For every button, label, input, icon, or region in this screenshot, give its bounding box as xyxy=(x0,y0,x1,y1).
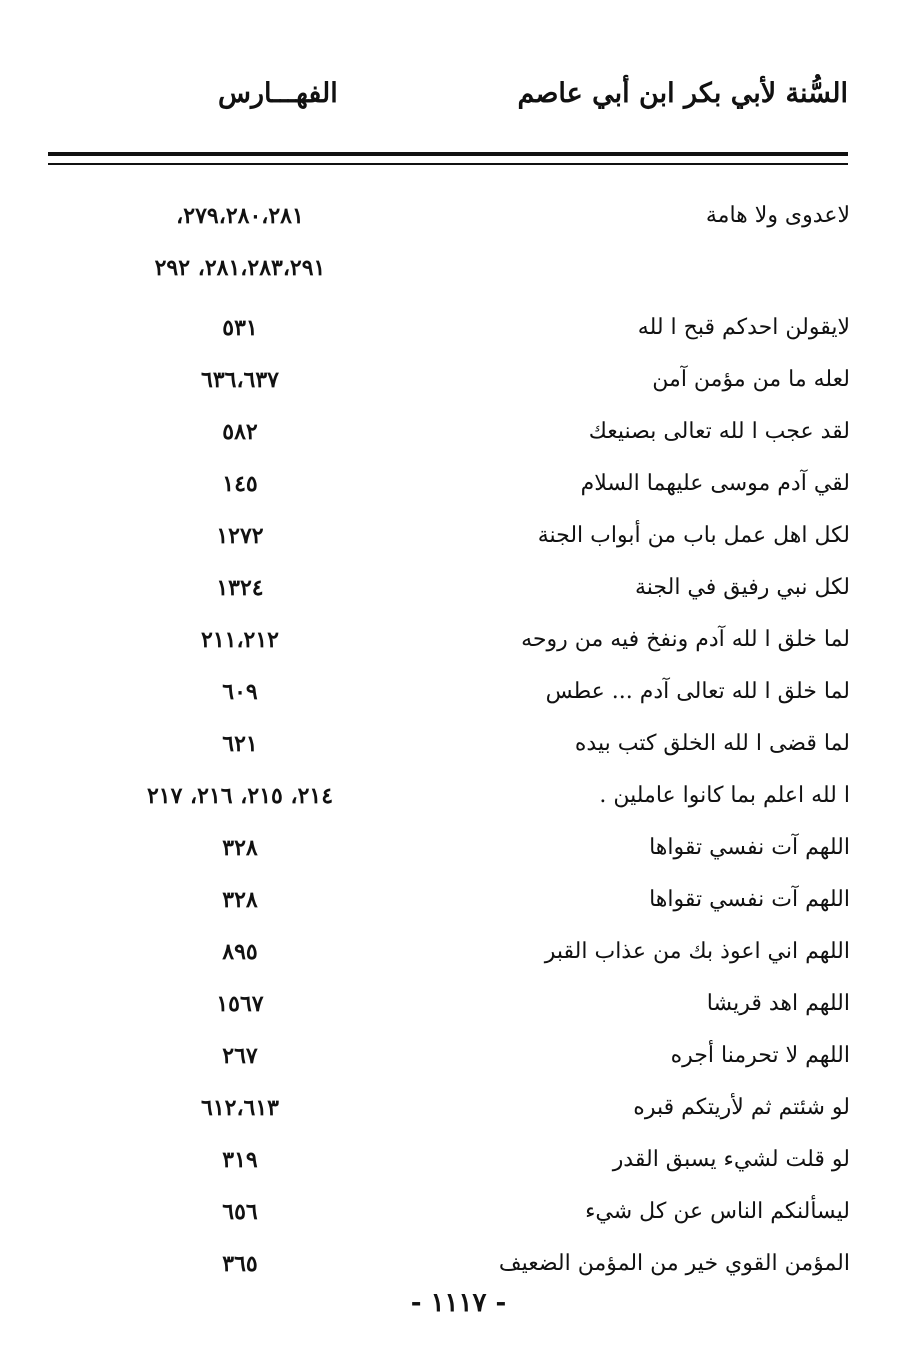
entry-pages: ١٢٧٢ xyxy=(216,523,264,549)
entry-pages: ٢٨١،٢٨٣،٢٩١، ٢٩٢ xyxy=(154,255,326,281)
index-row xyxy=(60,463,850,515)
index-row xyxy=(60,879,850,931)
entry-text: لايقولن احدكم قبح ا لله xyxy=(637,315,850,340)
page-number: - ١١١٧ - xyxy=(410,1288,507,1318)
index-row xyxy=(60,931,850,983)
index-row xyxy=(60,515,850,567)
section-title: الفهـــارس xyxy=(218,78,338,109)
entry-text: ا لله اعلم بما كانوا عاملين . xyxy=(599,783,850,808)
entry-pages: ٣٦٥ xyxy=(222,1251,258,1277)
entry-pages: ٦٢١ xyxy=(222,731,258,757)
entry-text: لقي آدم موسى عليهما السلام xyxy=(580,471,850,496)
entry-pages: ٣١٩ xyxy=(222,1147,258,1173)
index-row xyxy=(60,1191,850,1243)
index-row xyxy=(60,723,850,775)
index-row xyxy=(60,671,850,723)
entry-pages: ٦١٢،٦١٣ xyxy=(201,1095,279,1121)
entry-pages: ٥٣١ xyxy=(222,315,258,341)
entry-pages: ٢٦٧ xyxy=(222,1043,258,1069)
entry-text: اللهم اني اعوذ بك من عذاب القبر xyxy=(544,939,850,964)
entry-pages: ٦٣٦،٦٣٧ xyxy=(201,367,279,393)
entry-text: المؤمن القوي خير من المؤمن الضعيف xyxy=(498,1251,850,1276)
entry-text: لعله ما من مؤمن آمن xyxy=(652,367,850,392)
entry-text: اللهم آت نفسي تقواها xyxy=(649,835,850,860)
entry-pages: ٨٩٥ xyxy=(222,939,258,965)
entry-text: اللهم آت نفسي تقواها xyxy=(649,887,850,912)
entry-text: لما قضى ا لله الخلق كتب بيده xyxy=(574,731,850,756)
entry-pages: ١٣٢٤ xyxy=(216,575,264,601)
header-rule-thin xyxy=(48,163,848,165)
entry-text: اللهم لا تحرمنا أجره xyxy=(670,1043,850,1068)
entry-pages: ٢١٤، ٢١٥، ٢١٦، ٢١٧ xyxy=(146,783,334,809)
index-row xyxy=(60,827,850,879)
book-title: السُّنة لأبي بكر ابن أبي عاصم xyxy=(517,78,848,109)
index-row xyxy=(60,247,850,307)
entry-text: اللهم اهد قريشا xyxy=(706,991,850,1016)
entry-pages: ٢١١،٢١٢ xyxy=(201,627,279,653)
index-row xyxy=(60,775,850,827)
index-row xyxy=(60,1035,850,1087)
entry-text: لكل نبي رفيق في الجنة xyxy=(634,575,850,600)
index-row xyxy=(60,619,850,671)
header-rule-thick xyxy=(48,152,848,156)
entry-text: لقد عجب ا لله تعالى بصنيعك xyxy=(588,419,850,444)
page-header xyxy=(48,78,848,128)
index-list xyxy=(60,195,850,1295)
entry-text: لاعدوى ولا هامة xyxy=(705,203,850,228)
entry-pages: ١٤٥ xyxy=(222,471,258,497)
entry-text: لو شئتم ثم لأريتكم قبره xyxy=(633,1095,850,1120)
index-row xyxy=(60,567,850,619)
entry-text: لما خلق ا لله تعالى آدم ... عطس xyxy=(545,679,850,704)
index-row xyxy=(60,983,850,1035)
entry-pages: ٣٢٨ xyxy=(222,835,258,861)
entry-text: ليسألنكم الناس عن كل شيء xyxy=(585,1199,850,1224)
entry-text: لو قلت لشيء يسبق القدر xyxy=(612,1147,850,1172)
entry-pages: ٦٠٩ xyxy=(222,679,258,705)
entry-pages: ١٥٦٧ xyxy=(216,991,264,1017)
entry-pages: ٥٨٢ xyxy=(222,419,258,445)
entry-pages: ٢٧٩،٢٨٠،٢٨١، xyxy=(176,203,304,229)
index-row xyxy=(60,1139,850,1191)
index-row xyxy=(60,195,850,247)
index-row xyxy=(60,359,850,411)
entry-pages: ٣٢٨ xyxy=(222,887,258,913)
index-row xyxy=(60,307,850,359)
index-row xyxy=(60,1087,850,1139)
index-row xyxy=(60,411,850,463)
entry-text: لكل اهل عمل باب من أبواب الجنة xyxy=(537,523,850,548)
entry-pages: ٦٥٦ xyxy=(222,1199,258,1225)
entry-text: لما خلق ا لله آدم ونفخ فيه من روحه xyxy=(521,627,850,652)
